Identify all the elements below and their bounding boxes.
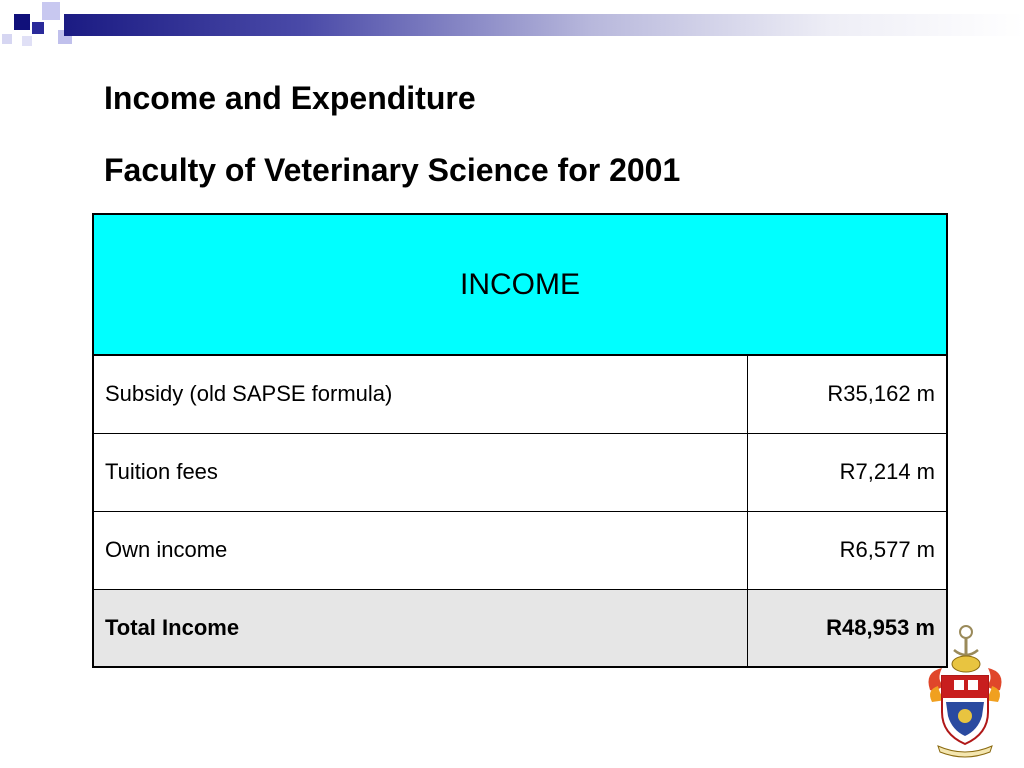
income-table — [92, 213, 948, 668]
decor-square — [32, 22, 44, 34]
table-row — [93, 433, 947, 511]
row-label: Tuition fees — [93, 433, 747, 511]
table-header-row — [93, 214, 947, 355]
slide-subtitle: Faculty of Veterinary Science for 2001 — [104, 152, 681, 188]
top-gradient-bar — [64, 14, 1024, 36]
decor-square — [42, 2, 60, 20]
total-value: R48,953 m — [747, 589, 947, 667]
table-total-row — [93, 589, 947, 667]
slide-title: Income and Expenditure — [104, 80, 476, 116]
table-header-income: INCOME — [93, 214, 947, 355]
row-label: Own income — [93, 511, 747, 589]
decor-square — [14, 14, 30, 30]
row-value: R35,162 m — [747, 355, 947, 433]
total-label: Total Income — [93, 589, 747, 667]
table-row — [93, 511, 947, 589]
decor-square — [2, 34, 12, 44]
university-crest-icon — [920, 620, 1010, 760]
decor-square — [22, 36, 32, 46]
table-row — [93, 355, 947, 433]
row-label: Subsidy (old SAPSE formula) — [93, 355, 747, 433]
row-value: R6,577 m — [747, 511, 947, 589]
row-value: R7,214 m — [747, 433, 947, 511]
